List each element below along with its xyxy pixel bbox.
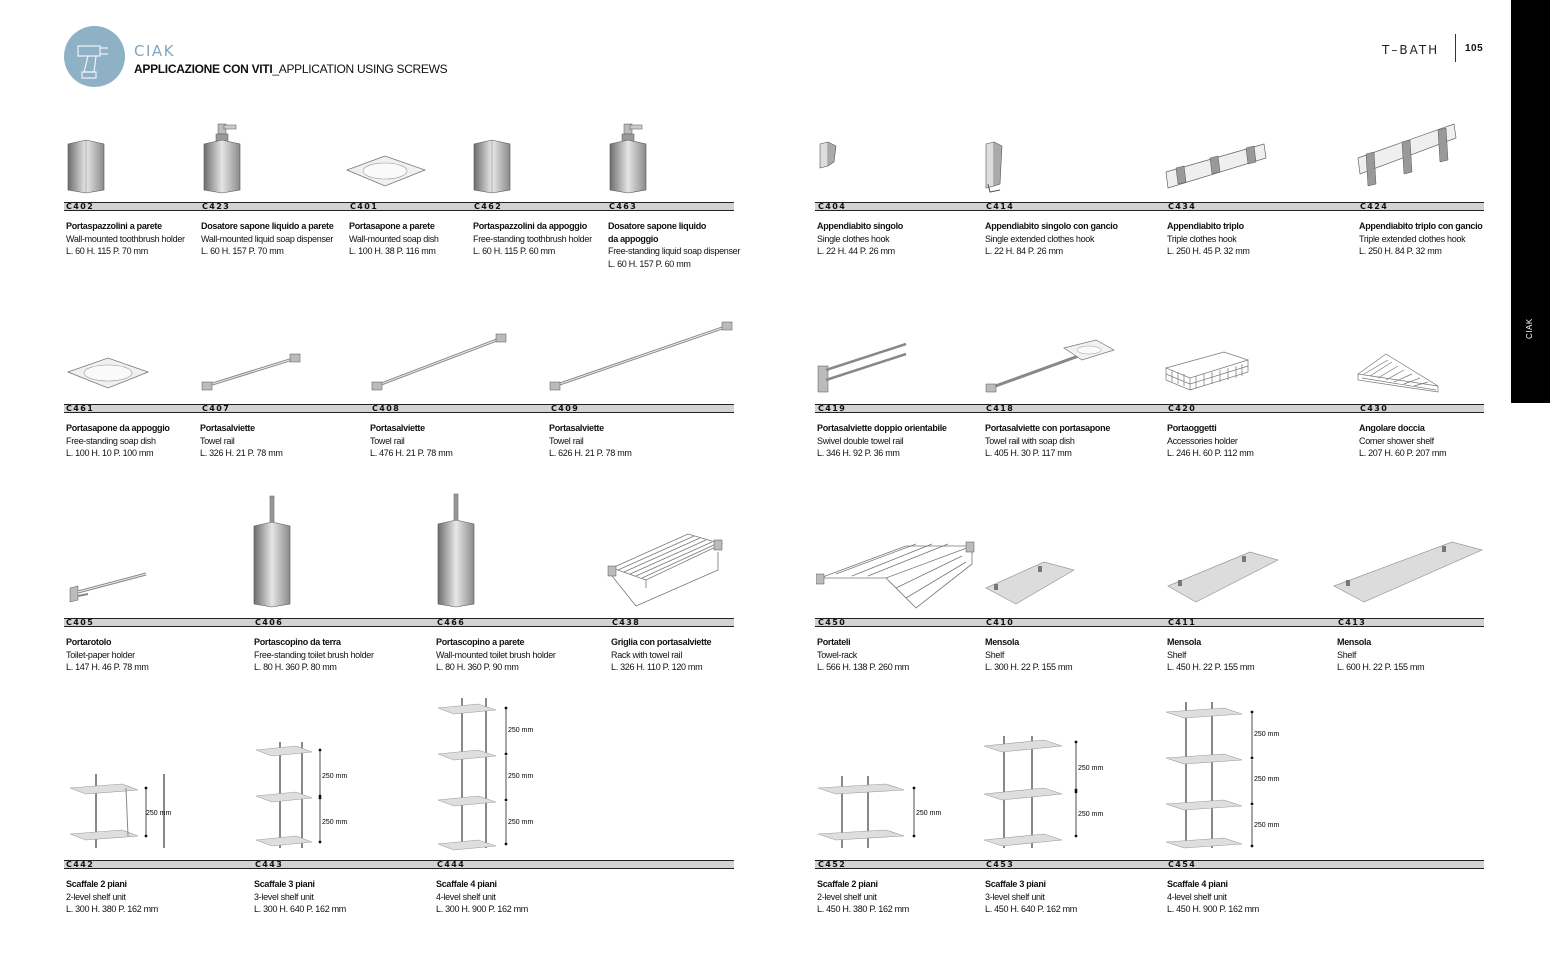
- product-description: [817, 636, 909, 674]
- product-name-en: 3-level shelf unit: [985, 891, 1045, 902]
- product-code: C401: [350, 202, 379, 211]
- product-name-en: Free-standing toothbrush holder: [473, 233, 592, 244]
- product-code: C424: [1360, 202, 1389, 211]
- product-name-en: 4-level shelf unit: [436, 891, 496, 902]
- product-name-it: Portaspazzolini da appoggio: [473, 221, 587, 231]
- product-dimensions: L. 300 H. 22 P. 155 mm: [985, 662, 1073, 672]
- product-image-c414: [982, 140, 1006, 194]
- product-image-c401: [345, 152, 427, 190]
- product-name-en: Free-standing toilet brush holder: [254, 649, 374, 660]
- product-dimensions: L. 100 H. 10 P. 100 mm: [66, 448, 154, 458]
- product-image-c430: [1356, 352, 1442, 394]
- product-dimensions: L. 600 H. 22 P. 155 mm: [1337, 662, 1425, 672]
- drill-icon: [64, 26, 125, 87]
- product-name-it: Griglia con portasalviette: [611, 637, 712, 647]
- product-name-it: Appendiabito singolo con gancio: [985, 221, 1118, 231]
- product-name-it: Appendiabito triplo: [1167, 221, 1244, 231]
- product-image-c420: [1164, 346, 1250, 394]
- product-name-en: 3-level shelf unit: [254, 891, 314, 902]
- product-code: C406: [255, 618, 284, 627]
- product-description: [985, 636, 1072, 674]
- product-description: [201, 220, 333, 258]
- product-image-c450: [816, 534, 976, 610]
- product-name-it-line2: da appoggio: [608, 233, 659, 244]
- product-name-en: Wall-mounted liquid soap dispenser: [201, 233, 334, 244]
- product-name-en: Towel rail: [200, 435, 235, 446]
- product-name-en: Triple extended clothes hook: [1359, 233, 1466, 244]
- product-code: C409: [551, 404, 580, 413]
- product-name-it: Dosatore sapone liquido: [608, 221, 707, 231]
- product-code: C408: [372, 404, 401, 413]
- spacing-label: 250 mm: [146, 810, 172, 817]
- side-tab-label: CIAK: [1525, 318, 1534, 339]
- side-tab: [1511, 0, 1550, 403]
- product-description: [1359, 422, 1446, 460]
- product-code: C454: [1168, 860, 1197, 869]
- product-dimensions: L. 250 H. 45 P. 32 mm: [1167, 246, 1250, 256]
- spacing-label: 250 mm: [322, 773, 348, 780]
- spacing-label: 250 mm: [1078, 765, 1104, 772]
- product-name-it: Portarotolo: [66, 637, 112, 647]
- product-name-it: Portasalviette: [549, 423, 604, 433]
- product-name-it: Portasalviette: [370, 423, 425, 433]
- product-name-it: Scaffale 4 piani: [436, 879, 497, 889]
- product-dimensions: L. 450 H. 900 P. 162 mm: [1167, 904, 1259, 914]
- product-name-it: Mensola: [1337, 637, 1371, 647]
- product-name-en: Single extended clothes hook: [985, 233, 1095, 244]
- spacing-label: 250 mm: [1254, 731, 1280, 738]
- product-description: [200, 422, 283, 460]
- product-dimensions: L. 147 H. 46 P. 78 mm: [66, 662, 149, 672]
- product-name-en: Free-standing liquid soap dispenser: [608, 246, 741, 256]
- spacing-label: 250 mm: [508, 727, 534, 734]
- product-name-it: Portasalviette doppio orientabile: [817, 423, 947, 433]
- product-dimensions: L. 300 H. 380 P. 162 mm: [66, 904, 158, 914]
- product-description: [1167, 220, 1250, 258]
- product-name-it: Portasalviette con portasapone: [985, 423, 1111, 433]
- product-image-c424: [1356, 118, 1460, 194]
- product-name-it: Portaoggetti: [1167, 423, 1217, 433]
- product-image-c408: [370, 330, 510, 394]
- product-image-c438: [606, 528, 726, 608]
- product-image-c402: [66, 138, 106, 194]
- product-code: C420: [1168, 404, 1197, 413]
- product-name-en: Towel rail with soap dish: [985, 435, 1075, 446]
- product-name-en: Accessories holder: [1167, 435, 1238, 446]
- product-description: [436, 878, 528, 916]
- product-name-en: 2-level shelf unit: [66, 891, 126, 902]
- product-dimensions: L. 326 H. 21 P. 78 mm: [200, 448, 283, 458]
- product-image-c411: [1166, 550, 1280, 610]
- product-code: C410: [986, 618, 1015, 627]
- product-description: [985, 422, 1110, 460]
- product-image-c423: [202, 122, 242, 194]
- product-dimensions: L. 80 H. 360 P. 80 mm: [254, 662, 337, 672]
- spacing-label: 250 mm: [1254, 776, 1280, 783]
- product-description: [473, 220, 592, 258]
- section-rule: [815, 618, 1484, 627]
- product-image-c462: [472, 138, 512, 194]
- product-name-it: Portasapone da appoggio: [66, 423, 170, 433]
- product-image-c419: [816, 338, 912, 396]
- product-name-it: Portateli: [817, 637, 851, 647]
- product-code: C463: [609, 202, 638, 211]
- drill-icon-badge: [64, 26, 125, 87]
- product-name-en: Free-standing soap dish: [66, 435, 156, 446]
- product-name-it: Mensola: [985, 637, 1019, 647]
- product-dimensions: L. 250 H. 84 P. 32 mm: [1359, 246, 1442, 256]
- subtitle-rest: _APPLICATION USING SCREWS: [272, 62, 448, 76]
- product-dimensions: L. 60 H. 115 P. 70 mm: [66, 246, 148, 256]
- product-description: [985, 220, 1118, 258]
- product-dimensions: L. 476 H. 21 P. 78 mm: [370, 448, 453, 458]
- product-description: [1167, 878, 1259, 916]
- product-name-en: Single clothes hook: [817, 233, 890, 244]
- product-name-it: Dosatore sapone liquido a parete: [201, 221, 334, 231]
- product-name-it: Appendiabito triplo con gancio: [1359, 221, 1483, 231]
- product-name-en: Shelf: [985, 649, 1005, 660]
- product-name-en: Towel-rack: [817, 649, 858, 660]
- spacing-label: 250 mm: [508, 819, 534, 826]
- product-image-c453: [982, 732, 1112, 852]
- product-code: C402: [66, 202, 95, 211]
- product-description: [436, 636, 556, 674]
- product-description: [1167, 422, 1254, 460]
- product-description: [66, 878, 158, 916]
- product-code: C442: [66, 860, 95, 869]
- product-name-en: Wall-mounted toothbrush holder: [66, 233, 185, 244]
- product-name-en: Corner shower shelf: [1359, 435, 1434, 446]
- product-image-c461: [66, 354, 150, 392]
- product-name-en: Wall-mounted toilet brush holder: [436, 649, 556, 660]
- product-name-en: 4-level shelf unit: [1167, 891, 1227, 902]
- product-description: [549, 422, 632, 460]
- product-code: C450: [818, 618, 847, 627]
- brand-logo: T–BATH: [1382, 43, 1440, 57]
- product-code: C423: [202, 202, 231, 211]
- product-image-c406: [252, 494, 292, 608]
- product-description: [66, 220, 185, 258]
- spacing-label: 250 mm: [322, 819, 348, 826]
- product-name-it: Scaffale 3 piani: [985, 879, 1046, 889]
- product-description: [66, 636, 149, 674]
- spacing-label: 250 mm: [508, 773, 534, 780]
- product-dimensions: L. 450 H. 640 P. 162 mm: [985, 904, 1077, 914]
- product-description: [1167, 636, 1254, 674]
- product-code: C419: [818, 404, 847, 413]
- product-description: [608, 220, 740, 270]
- product-dimensions: L. 207 H. 60 P. 207 mm: [1359, 448, 1447, 458]
- page-number: 105: [1465, 43, 1484, 54]
- product-dimensions: L. 450 H. 22 P. 155 mm: [1167, 662, 1255, 672]
- product-description: [985, 878, 1077, 916]
- product-name-en: Triple clothes hook: [1167, 233, 1237, 244]
- product-name-it: Portasapone a parete: [349, 221, 435, 231]
- section-rule: [815, 860, 1484, 869]
- product-description: [370, 422, 453, 460]
- collection-name: CIAK: [134, 42, 175, 60]
- product-image-c405: [66, 568, 152, 606]
- product-code: C430: [1360, 404, 1389, 413]
- product-image-c444: [434, 696, 538, 852]
- product-image-c463: [608, 122, 648, 194]
- product-code: C443: [255, 860, 284, 869]
- product-code: C444: [437, 860, 466, 869]
- page-subtitle: [134, 62, 447, 76]
- product-name-it: Scaffale 2 piani: [66, 879, 127, 889]
- product-dimensions: L. 60 H. 157 P. 60 mm: [608, 258, 691, 269]
- product-name-it: Portasalviette: [200, 423, 255, 433]
- product-name-it: Scaffale 2 piani: [817, 879, 878, 889]
- product-dimensions: L. 80 H. 360 P. 90 mm: [436, 662, 519, 672]
- product-code: C461: [66, 404, 95, 413]
- product-name-en: 2-level shelf unit: [817, 891, 877, 902]
- product-dimensions: L. 22 H. 44 P. 26 mm: [817, 246, 895, 256]
- product-image-c410: [984, 558, 1076, 610]
- product-image-c442: [66, 770, 186, 852]
- product-description: [349, 220, 439, 258]
- product-name-en: Shelf: [1337, 649, 1357, 660]
- product-code: C453: [986, 860, 1015, 869]
- product-name-en: Towel rail: [549, 435, 584, 446]
- product-image-c418: [984, 338, 1116, 396]
- product-code: C434: [1168, 202, 1197, 211]
- product-dimensions: L. 566 H. 138 P. 260 mm: [817, 662, 909, 672]
- product-name-it: Portaspazzolini a parete: [66, 221, 162, 231]
- product-code: C452: [818, 860, 847, 869]
- product-dimensions: L. 246 H. 60 P. 112 mm: [1167, 448, 1254, 458]
- product-dimensions: L. 22 H. 84 P. 26 mm: [985, 246, 1063, 256]
- product-code: C407: [202, 404, 231, 413]
- product-description: [1337, 636, 1424, 674]
- product-dimensions: L. 300 H. 900 P. 162 mm: [436, 904, 528, 914]
- product-image-c434: [1164, 138, 1270, 194]
- spacing-label: 250 mm: [916, 810, 942, 817]
- product-image-c409: [548, 318, 736, 394]
- product-name-it: Appendiabito singolo: [817, 221, 903, 231]
- product-dimensions: L. 450 H. 380 P. 162 mm: [817, 904, 909, 914]
- product-description: [1359, 220, 1483, 258]
- product-image-c466: [436, 492, 476, 608]
- product-code: C418: [986, 404, 1015, 413]
- product-dimensions: L. 60 H. 157 P. 70 mm: [201, 246, 284, 256]
- product-code: C411: [1168, 618, 1197, 627]
- header-divider: [1455, 34, 1456, 62]
- product-description: [66, 422, 170, 460]
- product-image-c413: [1332, 540, 1484, 610]
- product-name-it: Portascopino a parete: [436, 637, 525, 647]
- product-name-it: Scaffale 3 piani: [254, 879, 315, 889]
- product-code: C404: [818, 202, 847, 211]
- product-image-c452: [816, 772, 948, 852]
- product-dimensions: L. 626 H. 21 P. 78 mm: [549, 448, 632, 458]
- product-name-en: Wall-mounted soap dish: [349, 233, 439, 244]
- spacing-label: 250 mm: [1078, 811, 1104, 818]
- product-code: C413: [1338, 618, 1367, 627]
- product-dimensions: L. 100 H. 38 P. 116 mm: [349, 246, 436, 256]
- product-image-c454: [1164, 700, 1284, 852]
- product-dimensions: L. 60 H. 115 P. 60 mm: [473, 246, 555, 256]
- product-description: [817, 422, 947, 460]
- product-code: C405: [66, 618, 95, 627]
- product-dimensions: L. 326 H. 110 P. 120 mm: [611, 662, 703, 672]
- product-description: [254, 636, 374, 674]
- product-image-c404: [816, 140, 840, 170]
- product-code: C438: [612, 618, 641, 627]
- section-rule: [64, 860, 734, 869]
- product-name-en: Shelf: [1167, 649, 1187, 660]
- product-dimensions: L. 346 H. 92 P. 36 mm: [817, 448, 900, 458]
- product-description: [817, 878, 909, 916]
- spacing-label: 250 mm: [1254, 822, 1280, 829]
- product-description: [611, 636, 711, 674]
- product-description: [817, 220, 903, 258]
- subtitle-bold: APPLICAZIONE CON VITI: [134, 62, 273, 76]
- product-name-en: Towel rail: [370, 435, 405, 446]
- product-name-it: Angolare doccia: [1359, 423, 1425, 433]
- product-code: C466: [437, 618, 466, 627]
- product-image-c407: [200, 350, 304, 394]
- product-name-it: Portascopino da terra: [254, 637, 341, 647]
- product-name-it: Scaffale 4 piani: [1167, 879, 1228, 889]
- product-name-en: Swivel double towel rail: [817, 435, 904, 446]
- product-image-c443: [252, 740, 352, 852]
- product-code: C414: [986, 202, 1015, 211]
- product-dimensions: L. 300 H. 640 P. 162 mm: [254, 904, 346, 914]
- product-code: C462: [474, 202, 503, 211]
- product-name-it: Mensola: [1167, 637, 1201, 647]
- product-dimensions: L. 405 H. 30 P. 117 mm: [985, 448, 1072, 458]
- product-name-en: Rack with towel rail: [611, 649, 683, 660]
- product-description: [254, 878, 346, 916]
- product-name-en: Toilet-paper holder: [66, 649, 135, 660]
